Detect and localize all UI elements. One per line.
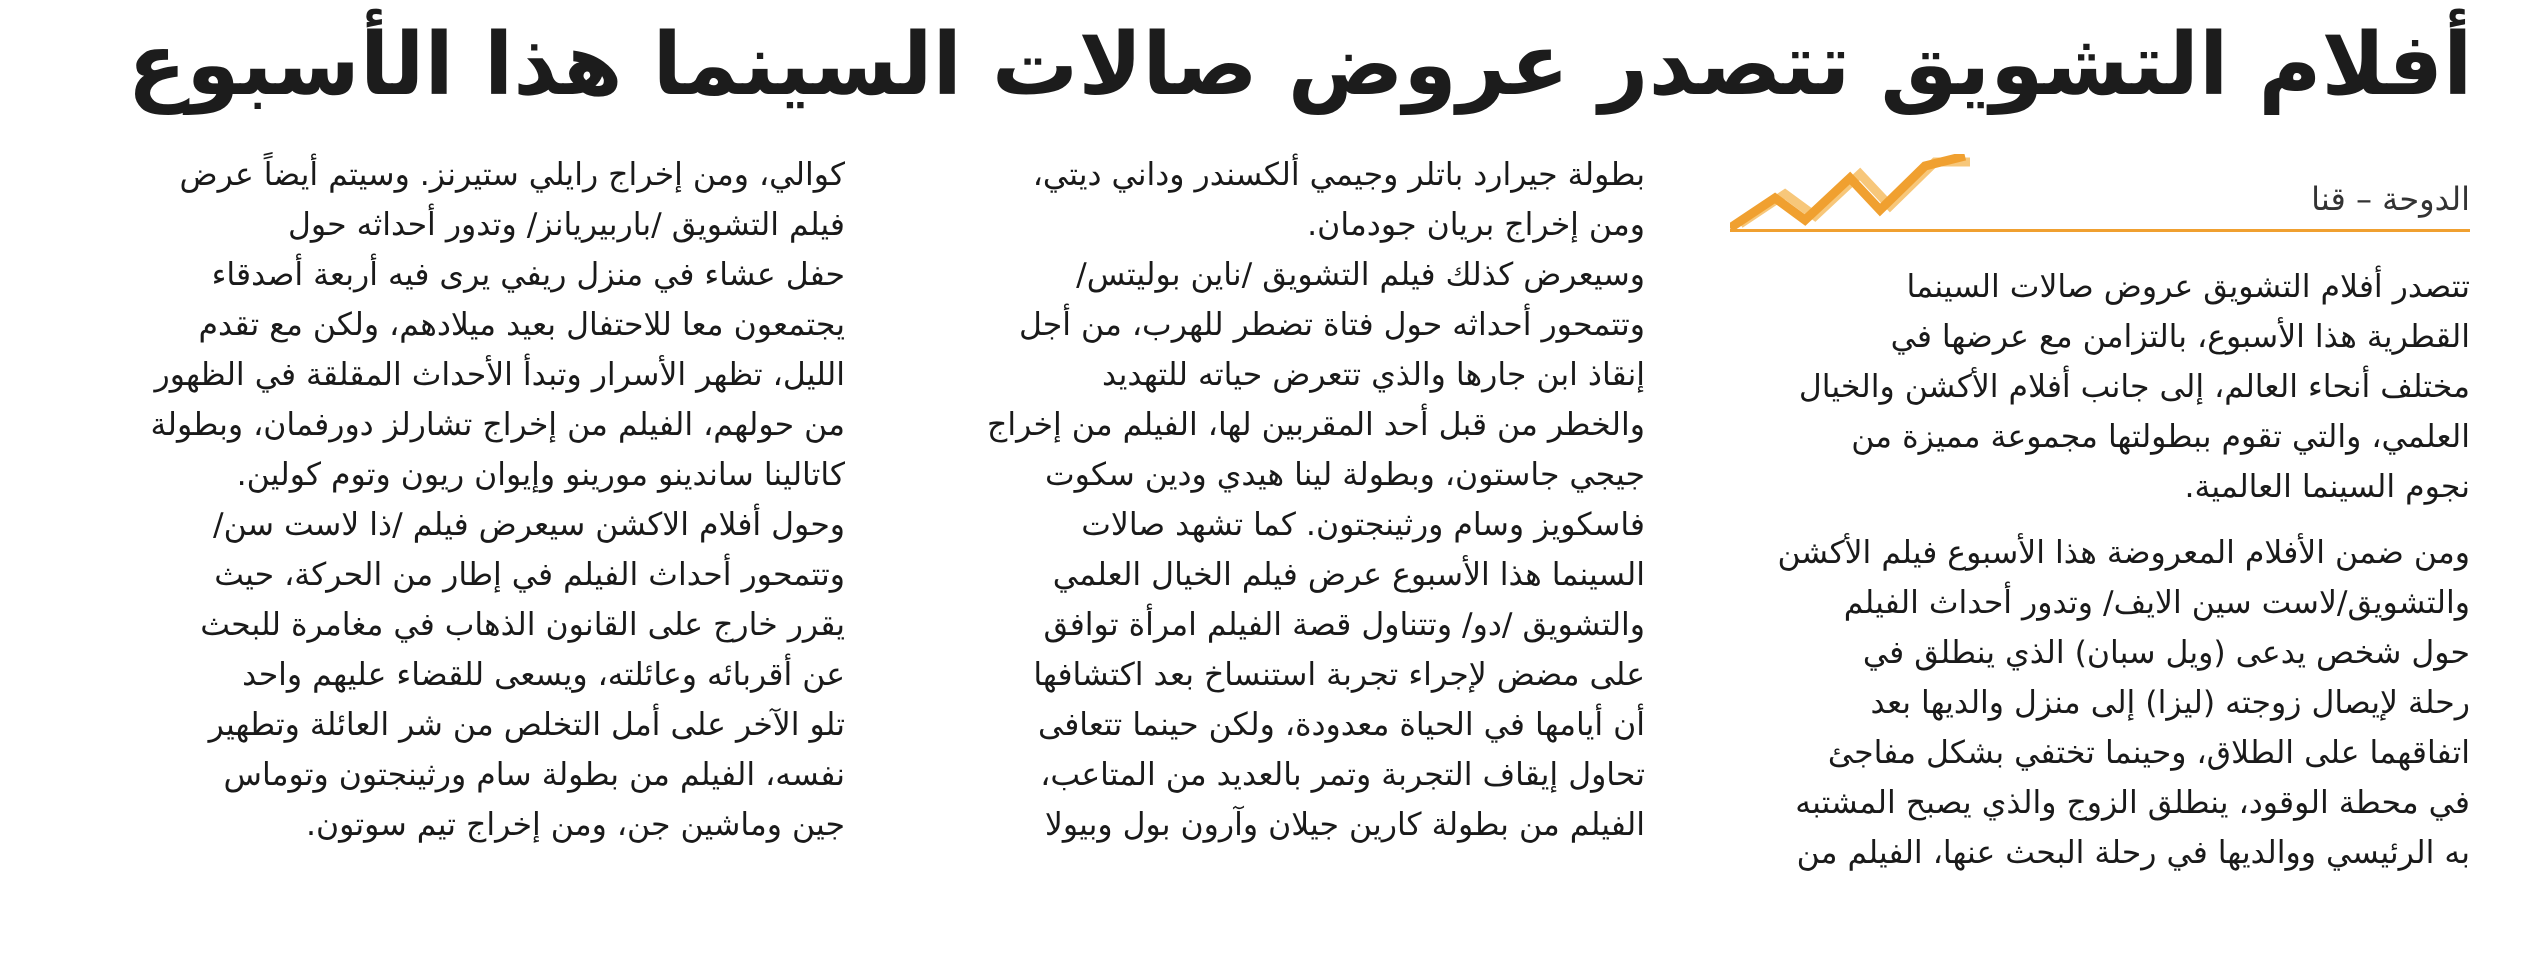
text-line: ومن ضمن الأفلام المعروضة هذا الأسبوع فيلم الأكشن xyxy=(1777,535,2470,571)
text-line: اتفاقهما على الطلاق، وحينما تختفي بشكل مفاجئ xyxy=(1827,735,2470,771)
text-line: فيلم التشويق /باربيريانز/ وتدور أحداثه حول xyxy=(288,207,845,243)
text-line: ومن إخراج بريان جودمان. xyxy=(1307,207,1645,243)
dateline-text: الدوحة – قنا xyxy=(2311,180,2470,218)
text-line: والتشويق /دو/ وتتناول قصة الفيلم امرأة توافق xyxy=(1043,607,1645,643)
text-line: عن أقربائه وعائلته، ويسعى للقضاء عليهم واحد xyxy=(242,657,845,693)
text-line: تحاول إيقاف التجربة وتمر بالعديد من المتاعب، xyxy=(1040,757,1645,793)
text-line: يجتمعون معا للاحتفال بعيد ميلادهم، ولكن مع تقدم xyxy=(198,307,845,343)
text-line: به الرئيسي ووالديها في رحلة البحث عنها، الفيلم من xyxy=(1796,835,2470,871)
text-line: وسيعرض كذلك فيلم التشويق /ناين بوليتس/ xyxy=(1076,257,1645,293)
text-line: في محطة الوقود، ينطلق الزوج والذي يصبح المشتبه xyxy=(1795,785,2470,821)
text-line: تتصدر أفلام التشويق عروض صالات السينما xyxy=(1906,269,2470,305)
text-line: حفل عشاء في منزل ريفي يرى فيه أربعة أصدقاء xyxy=(211,257,845,293)
text-line: كوالي، ومن إخراج رايلي ستيرنز. وسيتم أيضاً عرض xyxy=(179,157,845,193)
text-line: وتتمحور أحداث الفيلم في إطار من الحركة، حيث xyxy=(214,557,845,593)
text-line: بطولة جيرارد باتلر وجيمي ألكسندر وداني ديتي، xyxy=(1032,157,1645,193)
text-line: والتشويق/لاست سين الايف/ وتدور أحداث الفيلم xyxy=(1843,585,2470,621)
text-line: وتتمحور أحداثه حول فتاة تضطر للهرب، من أجل xyxy=(1018,307,1645,343)
dateline-bar xyxy=(1730,176,2470,232)
text-line: مختلف أنحاء العالم، إلى جانب أفلام الأكشن والخيال xyxy=(1798,369,2470,405)
text-line: العلمي، والتي تقوم ببطولتها مجموعة مميزة من xyxy=(1851,419,2470,455)
text-line: جيجي جاستون، وبطولة لينا هيدي ودين سكوت xyxy=(1045,457,1645,493)
text-line: فاسكويز وسام ورثينجتون. كما تشهد صالات xyxy=(1081,507,1645,543)
text-line: على مضض لإجراء تجربة استنساخ بعد اكتشافها xyxy=(1033,657,1645,693)
text-line: أن أيامها في الحياة معدودة، ولكن حينما تتعافى xyxy=(1037,707,1645,743)
dateline-rule xyxy=(1730,229,2470,232)
text-line: الليل، تظهر الأسرار وتبدأ الأحداث المقلقة في الظهور xyxy=(154,357,845,393)
article-column-right xyxy=(1730,262,2470,878)
text-line: إنقاذ ابن جارها والذي تتعرض حياته للتهديد xyxy=(1102,357,1645,393)
article-column-left xyxy=(85,150,845,850)
text-line: كاتالينا ساندينو مورينو وإيوان ريون وتوم كولين. xyxy=(236,457,845,493)
paragraph-gap xyxy=(1730,512,2470,528)
text-line: وحول أفلام الاكشن سيعرض فيلم /ذا لاست سن/ xyxy=(212,507,845,543)
article-column-middle xyxy=(905,150,1645,850)
text-line: القطرية هذا الأسبوع، بالتزامن مع عرضها في xyxy=(1890,319,2470,355)
text-line: السينما هذا الأسبوع عرض فيلم الخيال العلمي xyxy=(1052,557,1645,593)
text-line: يقرر خارج على القانون الذهاب في مغامرة للبحث xyxy=(200,607,845,643)
zigzag-logo-icon xyxy=(1730,154,1980,234)
text-line: من حولهم، الفيلم من إخراج تشارلز دورفمان، وبطولة xyxy=(150,407,845,443)
text-line: تلو الآخر على أمل التخلص من شر العائلة وتطهير xyxy=(208,707,845,743)
text-line: نجوم السينما العالمية. xyxy=(2184,469,2470,505)
text-line: الفيلم من بطولة كارين جيلان وآرون بول وبيولا xyxy=(1044,807,1645,843)
text-line: رحلة لإيصال زوجته (ليزا) إلى منزل والديها بعد xyxy=(1870,685,2470,721)
text-line: والخطر من قبل أحد المقربين لها، الفيلم من إخراج xyxy=(987,407,1645,443)
text-line: جين وماشين جن، ومن إخراج تيم سوتون. xyxy=(305,807,845,843)
text-line: نفسه، الفيلم من بطولة سام ورثينجتون وتوماس xyxy=(223,757,845,793)
text-line: حول شخص يدعى (ويل سبان) الذي ينطلق في xyxy=(1862,635,2470,671)
article-headline: أفلام التشويق تتصدر عروض صالات السينما هذا الأسبوع xyxy=(127,15,2473,115)
